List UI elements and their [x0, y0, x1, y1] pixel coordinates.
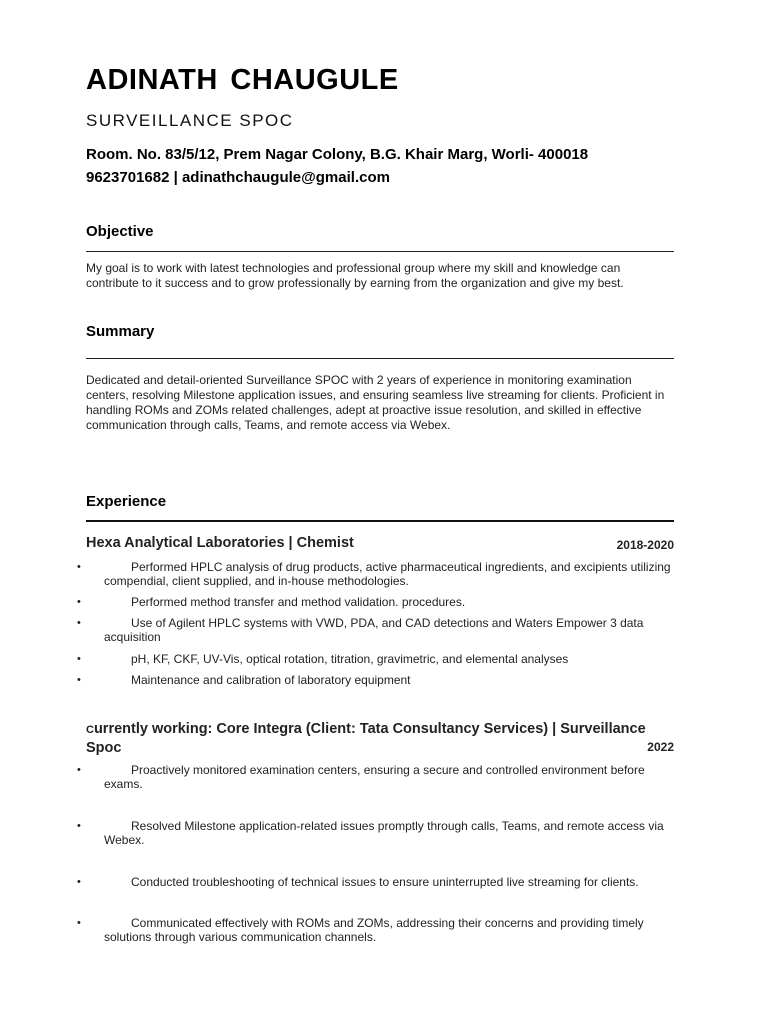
bullet-icon: • [77, 917, 81, 929]
job-years: 2018-2020 [616, 538, 674, 552]
list-item: • Resolved Milestone application-related issues promptly through calls, Teams, and remote access via Webex. [77, 819, 664, 847]
objective-text: My goal is to work with latest technologies and professional group where my skill and knowledge can contribute to it success and to grow professionally by earning from the organization and give my best. [86, 261, 624, 290]
contact-phone-email: 9623701682 | adinathchaugule@gmail.com [86, 169, 390, 186]
bullet-icon: • [77, 820, 81, 832]
summary-text: Dedicated and detail-oriented Surveillance SPOC with 2 years of experience in monitoring examination centers, resolving Milestone application issues, and ensuring seamless live streaming for clients. Proficient in handling ROMs and ZOMs related challenges, adept at proactive issue resolution, and skilled in effective communication through calls, Teams, and remote access via Webex. [86, 373, 665, 432]
list-item: • Performed HPLC analysis of drug products, active pharmaceutical ingredients, and excipients utilizing compendial, client supplied, and in-house methodologies. [77, 560, 671, 588]
list-item: • pH, KF, CKF, UV-Vis, optical rotation, titration, gravimetric, and elemental analyses [77, 652, 569, 666]
list-item: • Performed method transfer and method validation. procedures. [77, 595, 466, 609]
bullet-icon: • [77, 596, 81, 608]
list-item: • Conducted troubleshooting of technical issues to ensure uninterrupted live streaming for clients. [77, 875, 639, 889]
bullet-icon: • [77, 876, 81, 888]
section-title-experience: Experience [86, 493, 167, 510]
bullet-icon: • [77, 653, 81, 665]
section-divider [86, 358, 674, 359]
candidate-role: SURVEILLANCE SPOC [86, 111, 294, 130]
bullet-icon: • [77, 617, 81, 629]
bullet-icon: • [77, 561, 81, 573]
job-title: Currently working: Core Integra (Client: Tata Consultancy Services) | Surveillance Spoc [86, 721, 646, 756]
contact-address: Room. No. 83/5/12, Prem Nagar Colony, B.G. Khair Marg, Worli- 400018 [86, 146, 589, 163]
list-item: • Proactively monitored examination centers, ensuring a secure and controlled environment before exams. [77, 763, 645, 791]
bullet-icon: • [77, 674, 81, 686]
section-title-objective: Objective [86, 223, 154, 240]
job-years: 2022 [647, 740, 674, 754]
section-divider [86, 251, 674, 252]
list-item: • Use of Agilent HPLC systems with VWD, PDA, and CAD detections and Waters Empower 3 data acquisition [77, 616, 644, 644]
list-item: • Communicated effectively with ROMs and ZOMs, addressing their concerns and providing timely solutions through various communication channels. [77, 916, 644, 944]
bullet-icon: • [77, 764, 81, 776]
job-title: Hexa Analytical Laboratories | Chemist [86, 535, 354, 551]
candidate-name: ADINATH CHAUGULE [86, 64, 399, 96]
section-title-summary: Summary [86, 323, 155, 340]
list-item: • Maintenance and calibration of laboratory equipment [77, 673, 411, 687]
section-divider [86, 520, 674, 522]
